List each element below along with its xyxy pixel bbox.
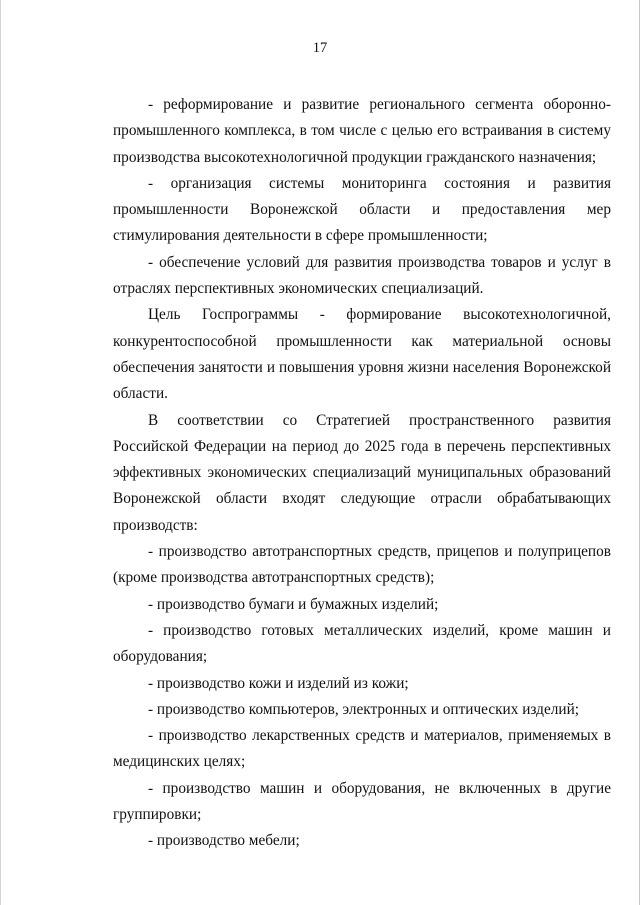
list-item-motor-vehicles: - производство автотранспортных средств, прицепов и полуприцепов (кроме производства автотранспортных средств);	[113, 543, 611, 587]
list-item-furniture: - производство мебели;	[148, 832, 300, 850]
scan-left-edge	[0, 0, 1, 905]
page-number: 17	[312, 40, 328, 56]
list-item-paper: - производство бумаги и бумажных изделий;	[148, 595, 439, 613]
paragraph-program-goal: Цель Госпрограммы - формирование высокотехнологичной, конкурентоспособной промышленности как материальной основы обеспечения занятости и повышения уровня жизни населения Воронежской области.	[113, 306, 611, 403]
list-item-medicines: - производство лекарственных средств и материалов, применяемых в медицинских целях;	[113, 727, 611, 771]
list-item-metal-products: - производство готовых металлических изделий, кроме машин и оборудования;	[113, 621, 611, 666]
list-item-computers: - производство компьютеров, электронных и оптических изделий;	[148, 700, 580, 718]
list-item-leather: - производство кожи и изделий из кожи;	[148, 674, 409, 692]
document-body	[113, 92, 611, 855]
paragraph-reform-defense: - реформирование и развитие регионального сегмента оборонно-промышленного комплекса, в том числе с целью его встраивания в систему производства высокотехнологичной продукции гражданского назначения;	[113, 96, 611, 166]
paragraph-strategy-intro: В соответствии со Стратегией пространственного развития Российской Федерации на период до 2025 года в перечень перспективных эффективных экономических специализаций муниципальных образований Воронежской области входят следующие отрасли обрабатывающих производств:	[113, 411, 611, 534]
paragraph-development-conditions: - обеспечение условий для развития производства товаров и услуг в отраслях перспективных экономических специализаций.	[113, 253, 611, 298]
paragraph-monitoring-system: - организация системы мониторинга состояния и развития промышленности Воронежской области и предоставления мер стимулирования деятельности в сфере промышленности;	[113, 174, 611, 245]
list-item-machinery: - производство машин и оборудования, не включенных в другие группировки;	[113, 779, 611, 824]
